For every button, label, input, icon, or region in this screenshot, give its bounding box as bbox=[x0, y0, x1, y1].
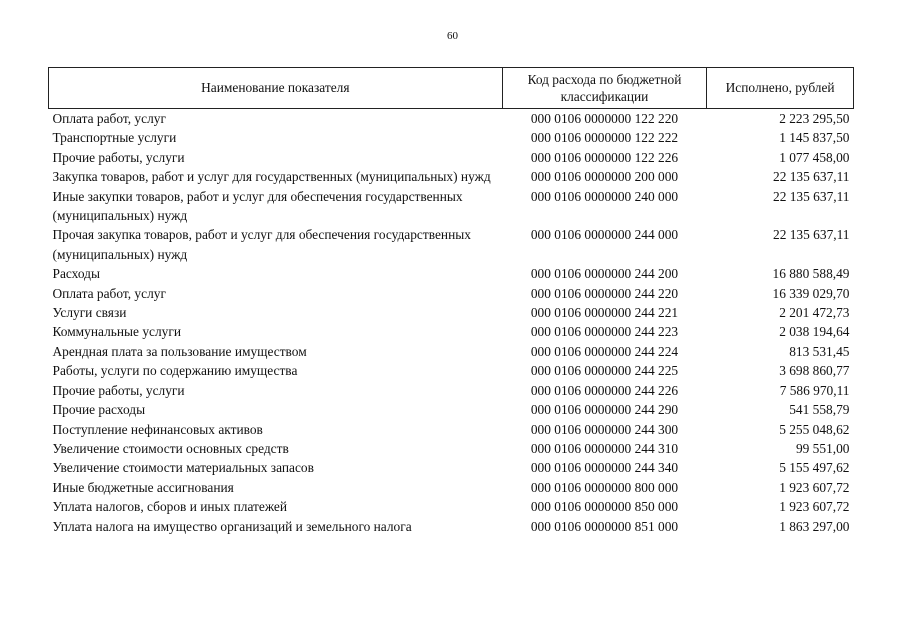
table-row bbox=[49, 400, 854, 419]
row-code: 000 0106 0000000 851 000 bbox=[530, 518, 679, 534]
row-amount: 22 135 637,11 bbox=[773, 188, 850, 204]
row-name: Коммунальные услуги bbox=[52, 324, 181, 340]
row-name: Увеличение стоимости основных средств bbox=[52, 440, 289, 456]
table-row bbox=[49, 264, 854, 283]
row-name: Уплата налогов, сборов и иных платежей bbox=[52, 499, 288, 515]
row-amount: 1 863 297,00 bbox=[779, 518, 850, 534]
row-amount: 22 135 637,11 bbox=[773, 227, 850, 243]
row-code: 000 0106 0000000 244 310 bbox=[530, 440, 679, 456]
row-name: Арендная плата за пользование имуществом bbox=[52, 343, 307, 359]
row-name: Иные бюджетные ассигнования bbox=[52, 479, 234, 495]
table-row bbox=[49, 225, 854, 264]
row-amount: 7 586 970,11 bbox=[779, 382, 850, 398]
row-amount: 16 880 588,49 bbox=[772, 266, 850, 282]
row-amount: 2 201 472,73 bbox=[779, 305, 850, 321]
table-row bbox=[49, 284, 854, 303]
row-name: Прочие расходы bbox=[52, 402, 146, 418]
row-code: 000 0106 0000000 240 000 bbox=[530, 188, 679, 204]
table-header-row bbox=[49, 68, 854, 109]
row-name: Закупка товаров, работ и услуг для государственных (муниципальных) нужд bbox=[52, 169, 491, 185]
header-amount: Исполнено, рублей bbox=[707, 68, 854, 109]
table-row bbox=[49, 517, 854, 536]
table-body bbox=[49, 109, 854, 536]
row-name: Прочие работы, услуги bbox=[52, 149, 185, 165]
table-row bbox=[49, 478, 854, 497]
table-row bbox=[49, 187, 854, 226]
row-amount: 1 923 607,72 bbox=[779, 499, 850, 515]
table-row bbox=[49, 322, 854, 341]
row-amount: 99 551,00 bbox=[795, 440, 850, 456]
row-name: Прочая закупка товаров, работ и услуг для обеспечения государственных (муниципальных) нужд bbox=[52, 227, 471, 262]
row-code: 000 0106 0000000 200 000 bbox=[530, 169, 679, 185]
table-row bbox=[49, 439, 854, 458]
row-code: 000 0106 0000000 244 225 bbox=[530, 363, 679, 379]
row-amount: 3 698 860,77 bbox=[779, 363, 850, 379]
row-code: 000 0106 0000000 244 223 bbox=[530, 324, 679, 340]
table-row bbox=[49, 497, 854, 516]
row-code: 000 0106 0000000 244 220 bbox=[530, 285, 679, 301]
page-number: 60 bbox=[447, 30, 458, 42]
row-code: 000 0106 0000000 244 200 bbox=[530, 266, 679, 282]
table-row bbox=[49, 342, 854, 361]
row-amount: 16 339 029,70 bbox=[772, 285, 850, 301]
row-code: 000 0106 0000000 244 226 bbox=[530, 382, 679, 398]
row-name: Расходы bbox=[52, 266, 100, 282]
table-row bbox=[49, 458, 854, 477]
row-name: Уплата налога на имущество организаций и земельного налога bbox=[52, 518, 412, 534]
row-name: Работы, услуги по содержанию имущества bbox=[52, 363, 298, 379]
row-amount: 2 223 295,50 bbox=[779, 111, 850, 126]
row-name: Поступление нефинансовых активов bbox=[52, 421, 263, 437]
table-row bbox=[49, 381, 854, 400]
row-code: 000 0106 0000000 244 224 bbox=[530, 343, 679, 359]
row-amount: 813 531,45 bbox=[789, 343, 850, 359]
row-amount: 5 255 048,62 bbox=[779, 421, 850, 437]
row-name: Транспортные услуги bbox=[52, 130, 177, 146]
row-code: 000 0106 0000000 244 290 bbox=[530, 402, 679, 418]
table-row bbox=[49, 420, 854, 439]
row-name: Оплата работ, услуг bbox=[52, 111, 166, 126]
row-name: Увеличение стоимости материальных запасов bbox=[52, 460, 314, 476]
row-code: 000 0106 0000000 244 221 bbox=[530, 305, 679, 321]
row-amount: 2 038 194,64 bbox=[779, 324, 850, 340]
table-row bbox=[49, 361, 854, 380]
row-amount: 22 135 637,11 bbox=[773, 169, 850, 185]
row-amount: 1 923 607,72 bbox=[779, 479, 850, 495]
table-row bbox=[49, 148, 854, 167]
row-amount: 1 145 837,50 bbox=[779, 130, 850, 146]
row-code: 000 0106 0000000 122 220 bbox=[530, 111, 679, 126]
row-code: 000 0106 0000000 800 000 bbox=[530, 479, 679, 495]
budget-execution-table bbox=[48, 67, 854, 536]
row-amount: 5 155 497,62 bbox=[779, 460, 850, 476]
header-code: Код расхода по бюджетной классификации bbox=[502, 68, 707, 109]
row-code: 000 0106 0000000 244 000 bbox=[530, 227, 679, 243]
table-row bbox=[49, 167, 854, 186]
row-code: 000 0106 0000000 244 300 bbox=[530, 421, 679, 437]
header-name: Наименование показателя bbox=[49, 68, 503, 109]
row-code: 000 0106 0000000 850 000 bbox=[530, 499, 679, 515]
row-name: Оплата работ, услуг bbox=[52, 285, 166, 301]
row-name: Услуги связи bbox=[52, 305, 127, 321]
row-code: 000 0106 0000000 244 340 bbox=[530, 460, 679, 476]
table-row bbox=[49, 109, 854, 129]
table-row bbox=[49, 128, 854, 147]
row-amount: 541 558,79 bbox=[789, 402, 850, 418]
row-name: Прочие работы, услуги bbox=[52, 382, 185, 398]
row-code: 000 0106 0000000 122 226 bbox=[530, 149, 679, 165]
table-row bbox=[49, 303, 854, 322]
row-code: 000 0106 0000000 122 222 bbox=[530, 130, 679, 146]
row-name: Иные закупки товаров, работ и услуг для обеспечения государственных (муниципальных) нужд bbox=[52, 188, 463, 224]
row-amount: 1 077 458,00 bbox=[779, 149, 850, 165]
